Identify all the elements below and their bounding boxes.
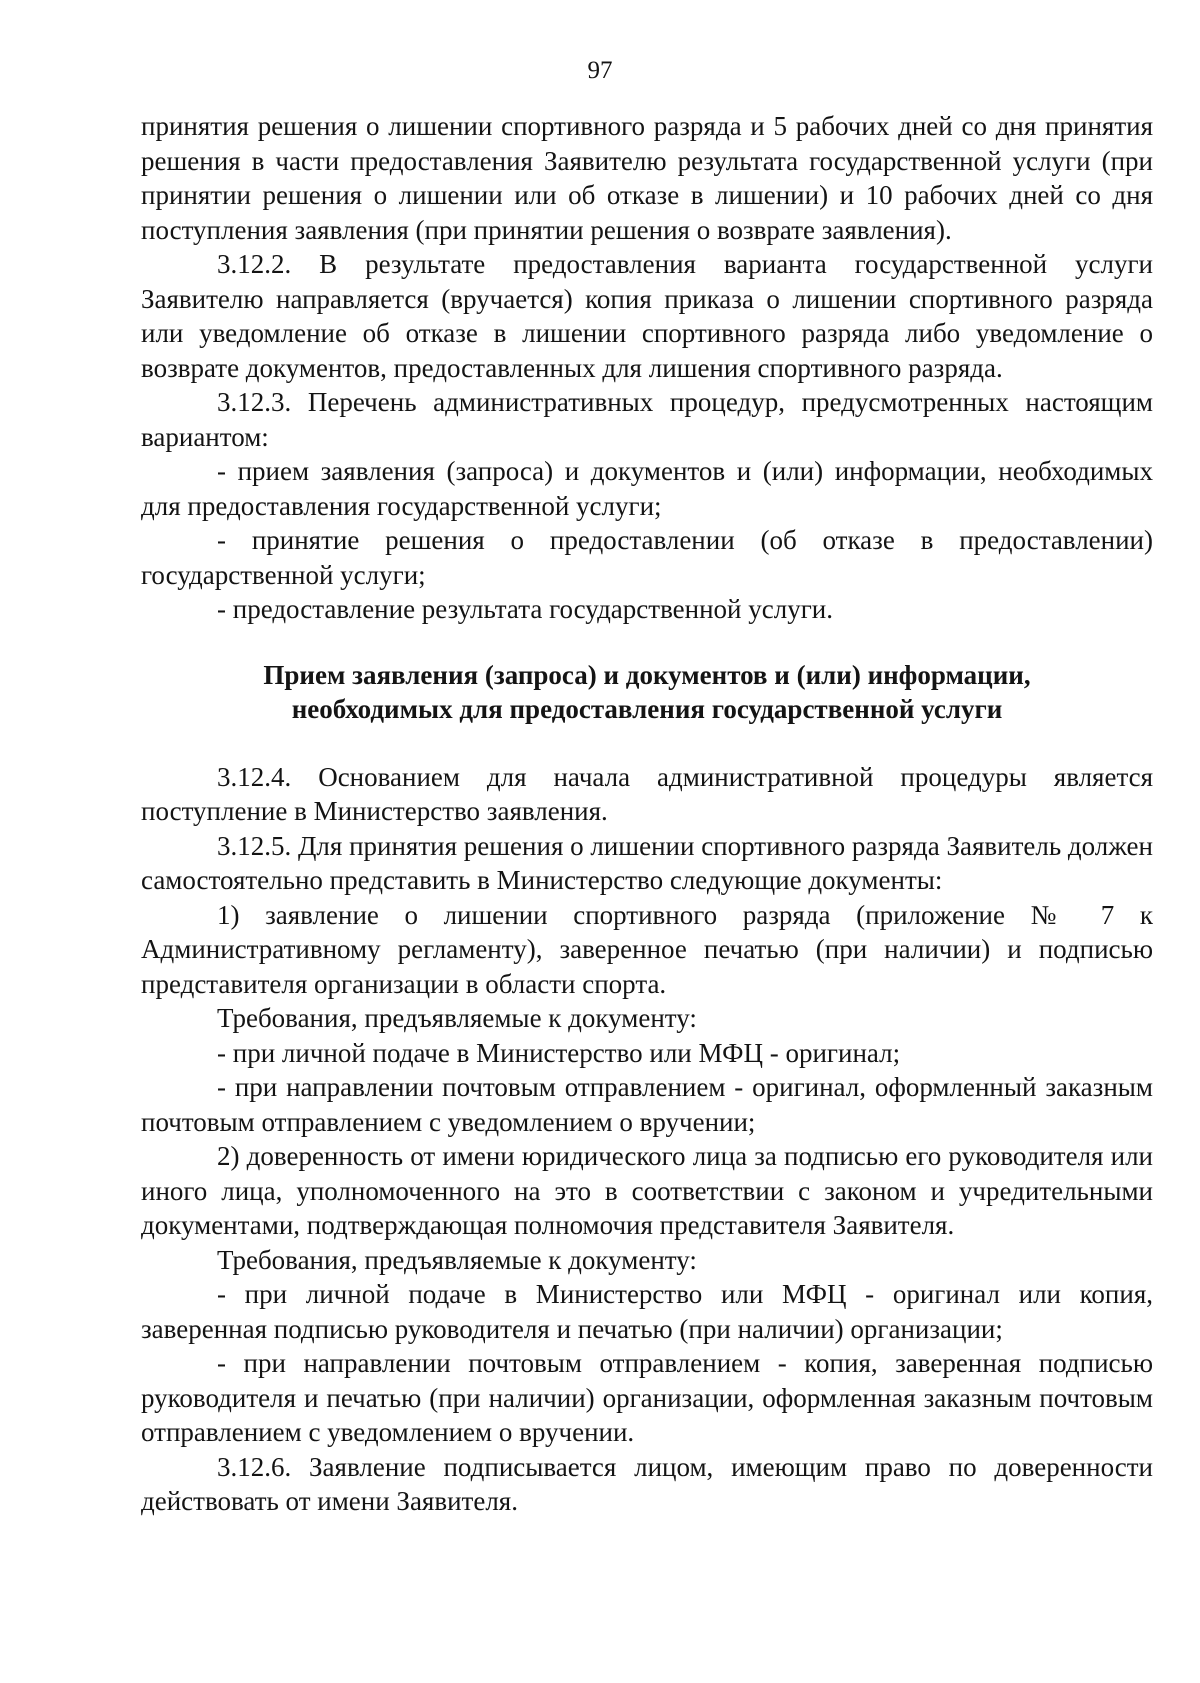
paragraph: 3.12.3. Перечень административных процедур, предусмотренных настоящим вариантом: [141,387,1153,452]
section-heading-line-2: необходимых для предоставления государственной услуги [291,693,1003,724]
paragraph: - принятие решения о предоставлении (об отказе в предоставлении) государственной услуги; [141,525,1153,590]
section-heading [181,658,1113,726]
paragraph: 3.12.6. Заявление подписывается лицом, имеющим право по доверенности действовать от имени Заявителя. [141,1451,1153,1516]
paragraph: 2) доверенность от имени юридического лица за подписью его руководителя или иного лица, уполномоченного на это в соответствии с законом и учредительными документами, подтверждающая полномочия представителя Заявителя. [141,1141,1153,1240]
document-body [141,109,1153,1519]
paragraphs-top [141,109,1153,627]
paragraph: - при направлении почтовым отправлением - копия, заверенная подписью руководителя и печатью (при наличии) организации, оформленная заказным почтовым отправлением с уведомлением о вручении. [141,1348,1153,1447]
paragraph: - при личной подаче в Министерство или МФЦ - оригинал; [217,1037,901,1068]
paragraph: - при личной подаче в Министерство или МФЦ - оригинал или копия, заверенная подписью руководителя и печатью (при наличии) организации; [141,1279,1153,1344]
paragraph: 1) заявление о лишении спортивного разряда (приложение № 7 к Административному регламенту), заверенное печатью (при наличии) и подписью представителя организации в области спорта. [141,899,1153,999]
paragraph: 3.12.5. Для принятия решения о лишении спортивного разряда Заявитель должен самостоятельно представить в Министерство следующие документы: [141,830,1153,895]
page-number: 97 [587,57,613,84]
section-heading-line-1: Прием заявления (запроса) и документов и (или) информации, [263,659,1031,690]
paragraph: - прием заявления (запроса) и документов и (или) информации, необходимых для предоставления государственной услуги; [141,456,1153,521]
paragraph: 3.12.4. Основанием для начала административной процедуры является поступление в Министерство заявления. [141,761,1153,826]
paragraph: Требования, предъявляемые к документу: [217,1244,697,1275]
paragraph: Требования, предъявляемые к документу: [217,1003,697,1033]
paragraph: принятия решения о лишении спортивного разряда и 5 рабочих дней со дня принятия решения в части предоставления Заявителю результата государственной услуги (при принятии решения о лишении или об отказе в лишении) и 10 рабочих дней со дня поступления заявления (при принятии решения о возврате заявления). [141,111,1153,245]
paragraphs-bottom [141,760,1153,1519]
paragraph: 3.12.2. В результате предоставления варианта государственной услуги Заявителю направляется (вручается) копия приказа о лишении спортивного разряда или уведомление об отказе в лишении спортивного разряда либо уведомление о возврате документов, предоставленных для лишения спортивного разряда. [141,249,1153,383]
paragraph: - при направлении почтовым отправлением - оригинал, оформленный заказным почтовым отправлением с уведомлением о вручении; [141,1072,1153,1137]
paragraph: - предоставление результата государственной услуги. [217,594,833,624]
